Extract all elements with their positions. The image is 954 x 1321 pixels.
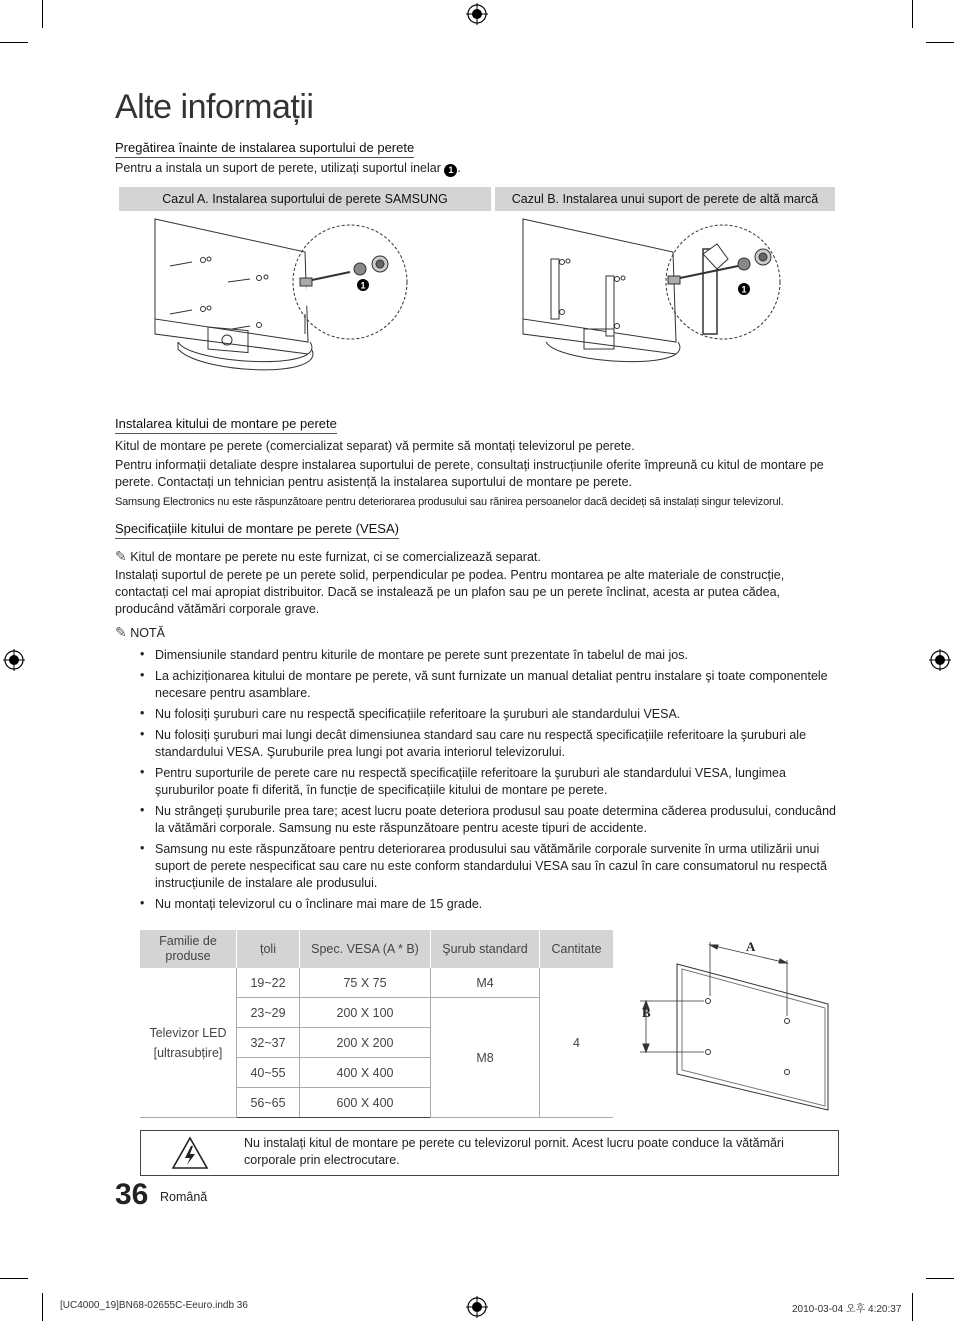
marker-1-icon: 1 bbox=[444, 164, 457, 177]
inch-cell: 56~65 bbox=[237, 1088, 300, 1118]
table-row bbox=[140, 968, 613, 998]
vesa-cell: 200 X 200 bbox=[300, 1028, 431, 1058]
vesa-cell: 75 X 75 bbox=[300, 968, 431, 998]
table-header: Spec. VESA (A * B) bbox=[300, 930, 431, 968]
registration-mark-icon bbox=[466, 1296, 488, 1318]
vesa-bullet-list bbox=[140, 647, 840, 913]
list-item: • La achiziționarea kitului de montare pe perete, vă sunt furnizate un manual detaliat pentru instalare şi toate componentele necesare pentru asamblare. bbox=[140, 668, 840, 702]
crop-mark bbox=[0, 1278, 28, 1279]
prep-text-body: Pentru a instala un suport de perete, utilizați suportul inelar bbox=[115, 161, 441, 175]
screw-cell: M8 bbox=[431, 998, 540, 1118]
list-item: • Dimensiunile standard pentru kiturile de montare pe perete sunt prezentate în tabelul de mai jos. bbox=[140, 647, 840, 664]
list-item: • Pentru suporturile de perete care nu respectă specificațiile referitoare la şuruburi ale standardului VESA, lungimea şuruburilor poate fi diferită, în funcție de specificațiile kitului de montare pe perete. bbox=[140, 765, 840, 799]
registration-mark-icon bbox=[466, 3, 488, 25]
screw-cell: M4 bbox=[431, 968, 540, 998]
footer-file: [UC4000_19]BN68-02655C-Eeuro.indb 36 bbox=[60, 1300, 248, 1311]
section-heading-install: Instalarea kitului de montare pe perete bbox=[115, 416, 337, 434]
table-header: Familie de produse bbox=[140, 930, 237, 968]
vesa-p1: Instalați suportul de perete pe un perete solid, perpendicular pe podea. Pentru montarea pe alte materiale de construcție, contactați cel mai apropiat distribuitor. Dacă se instalează pe un plafon sau pe un perete înclinat, acesta ar putea cădea, producând vătămări corporale grave. bbox=[115, 568, 785, 616]
tv-back-samsung-mount-illustration bbox=[150, 214, 420, 382]
registration-mark-icon bbox=[929, 649, 951, 671]
install-p3: Samsung Electronics nu este răspunzătoare pentru deteriorarea produsului sau rănirea persoanelor dacă decideți să instalați singur televizorul. bbox=[115, 496, 784, 508]
tv-vesa-dimension-diagram bbox=[630, 932, 840, 1117]
crop-mark bbox=[0, 42, 28, 43]
section-heading-prep: Pregătirea înainte de instalarea suportului de perete bbox=[115, 140, 414, 158]
vesa-cell: 600 X 400 bbox=[300, 1088, 431, 1118]
list-item: • Nu strângeți şuruburile prea tare; acest lucru poate deteriora produsul sau poate determina căderea produsului, conducând la vătămări corporale. Samsung nu este răspunzătoare pentru aceste tipuri de accidente. bbox=[140, 803, 840, 837]
section-heading-vesa: Specificațiile kitului de montare pe perete (VESA) bbox=[115, 521, 399, 539]
list-item: • Samsung nu este răspunzătoare pentru deteriorarea produsului sau vătămările corporale survenite în urma utilizării unui suport de perete nespecificat sau care nu este conform standardului VESA sau în cazul în care consumatorul nu respectă instrucțiunile de instalare ale produsului. bbox=[140, 841, 840, 892]
dimension-label-b: B bbox=[642, 1005, 651, 1020]
crop-mark bbox=[926, 1278, 954, 1279]
case-b-label: Cazul B. Instalarea unui suport de perete de altă marcă bbox=[495, 187, 835, 211]
page-language: Română bbox=[160, 1190, 208, 1204]
list-item: • Nu folosiți şuruburi mai lungi decât dimensiunea standard sau care nu respectă specificațiile referitoare la şuruburi ale standardului VESA. Şuruburile prea lungi pot avaria interiorul televizorului. bbox=[140, 727, 840, 761]
vesa-note-label bbox=[115, 624, 840, 642]
table-header-row bbox=[140, 930, 613, 968]
tv-back-other-mount-illustration bbox=[518, 214, 788, 382]
note-pencil-icon: ✎ bbox=[115, 624, 127, 640]
crop-mark bbox=[912, 1293, 913, 1321]
crop-mark bbox=[42, 1293, 43, 1321]
list-item: • Nu folosiți şuruburi care nu respectă specificațiile referitoare la şuruburi ale standardului VESA. bbox=[140, 706, 840, 723]
vesa-cell: 200 X 100 bbox=[300, 998, 431, 1028]
install-p1: Kitul de montare pe perete (comercializat separat) vă permite să montați televizorul pe perete. bbox=[115, 439, 635, 453]
page-title: Alte informații bbox=[115, 88, 314, 126]
vesa-spec-table bbox=[140, 930, 613, 1118]
warning-box bbox=[140, 1130, 839, 1176]
case-a-label: Cazul A. Instalarea suportului de perete SAMSUNG bbox=[119, 187, 491, 211]
list-item: • Nu montați televizorul cu o înclinare mai mare de 15 grade. bbox=[140, 896, 840, 913]
registration-mark-icon bbox=[3, 649, 25, 671]
callout-label: 1 bbox=[360, 280, 366, 291]
quantity-cell: 4 bbox=[540, 968, 614, 1118]
footer-date: 2010-03-04 오후 4:20:37 bbox=[792, 1304, 902, 1315]
dimension-label-a: A bbox=[746, 939, 756, 954]
prep-period: . bbox=[457, 161, 461, 175]
callout-label: 1 bbox=[741, 284, 747, 295]
install-p2: Pentru informații detaliate despre instalarea suportului de perete, consultați instrucțiunile oferite împreună cu kitul de montare pe perete. Contactați un tehnician pentru asistență la instalarea suportului de montare pe perete. bbox=[115, 458, 824, 489]
crop-mark bbox=[926, 42, 954, 43]
table-header: țoli bbox=[237, 930, 300, 968]
warning-text: Nu instalați kitul de montare pe perete cu televizorul pornit. Acest lucru poate conduce la vătămări corporale prin electrocutare. bbox=[244, 1136, 784, 1167]
inch-cell: 23~29 bbox=[237, 998, 300, 1028]
note-label-text: NOTĂ bbox=[130, 626, 165, 640]
prep-text bbox=[115, 160, 840, 177]
vesa-note1-text: Kitul de montare pe perete nu este furnizat, ci se comercializează separat. bbox=[130, 550, 541, 564]
vesa-note1 bbox=[115, 548, 840, 566]
crop-mark bbox=[912, 0, 913, 28]
table-header: Cantitate bbox=[540, 930, 614, 968]
inch-cell: 40~55 bbox=[237, 1058, 300, 1088]
family-cell: Televizor LED [ultrasubțire] bbox=[140, 968, 237, 1118]
crop-mark bbox=[42, 0, 43, 28]
page-number: 36 bbox=[115, 1178, 149, 1211]
inch-cell: 32~37 bbox=[237, 1028, 300, 1058]
note-pencil-icon: ✎ bbox=[115, 548, 127, 564]
electric-shock-warning-icon bbox=[171, 1136, 209, 1170]
inch-cell: 19~22 bbox=[237, 968, 300, 998]
vesa-cell: 400 X 400 bbox=[300, 1058, 431, 1088]
table-header: Şurub standard bbox=[431, 930, 540, 968]
